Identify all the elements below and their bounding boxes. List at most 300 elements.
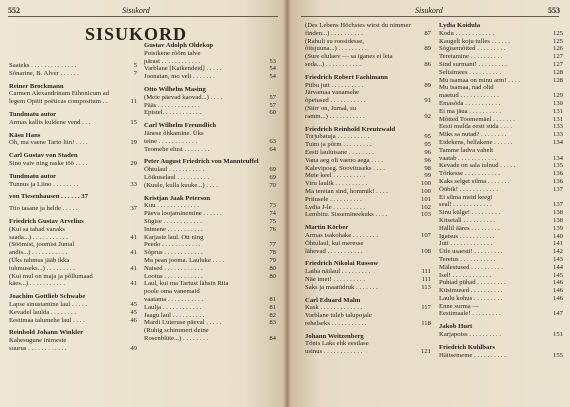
entry-title: Jänese õhkamine. Üks [144, 129, 204, 137]
entry-page-number: 33 [130, 180, 137, 188]
left-column-1 [9, 62, 137, 353]
author-heading: Gustav Adolph Oldekop [144, 42, 214, 49]
entry-page-number: 19 [130, 139, 137, 147]
entry-page-number: 69 [269, 173, 276, 181]
entry-page-number: 96 [424, 148, 431, 156]
entry-title: finden...) . . . . . . . . . . [305, 29, 363, 37]
entry-page-number: 125 [552, 29, 563, 37]
toc-entry [144, 249, 276, 257]
entry-title: Ei silma meid keegi [439, 193, 493, 201]
toc-entry [144, 273, 276, 281]
entry-page-number: 118 [421, 319, 431, 327]
entry-page-number: 125 [552, 37, 563, 45]
author-heading: Friedrich Reinhold Kreutzwald [305, 125, 396, 133]
toc-entry [439, 178, 563, 186]
entry-page-number: 138 [552, 216, 563, 224]
entry-title: Eidekens, hellakene . . . . . . [439, 138, 513, 146]
toc-entry [439, 116, 563, 124]
entry-page-number [134, 257, 137, 265]
entry-title: Karjaste laul. Ott ning [144, 233, 204, 241]
entry-title: Varblane tuleb talupojale [305, 312, 372, 320]
entry-title: Ma pean jooma. Lauluke . . . . [144, 256, 225, 264]
entry-page-number: 155 [552, 351, 563, 359]
entry-title: (Rahuli su roosidesse, [305, 37, 364, 45]
entry-page-number: 143 [552, 255, 563, 263]
author-heading: Lydia Koidula [439, 22, 481, 29]
entry-page-number: 41 [130, 249, 137, 257]
entry-page-number: 91 [424, 97, 431, 105]
toc-entry [144, 73, 276, 81]
toc-entry [144, 304, 276, 312]
entry-page-number: 80 [269, 272, 276, 280]
entry-page-number [428, 340, 431, 348]
toc-entry [305, 211, 431, 219]
entry-page-number: 100 [420, 187, 431, 195]
entry-title: Miks sa nutad? . . . . . . . . [439, 131, 507, 139]
entry-page-number: 139 [552, 224, 563, 232]
toc-entry [9, 234, 137, 242]
book-gutter-shadow [283, 0, 291, 407]
toc-entry [144, 58, 276, 66]
toc-entry [305, 157, 431, 165]
toc-entry [9, 280, 137, 288]
entry-page-number: 128 [552, 76, 563, 84]
left-page-number: 552 [8, 6, 20, 15]
toc-entry [439, 331, 563, 339]
toc-entry [144, 335, 276, 343]
entry-title: õitsjuuna...) . . . . . . . . . [305, 45, 367, 53]
entry-title: Sind surmani! . . . . . . . . . [439, 60, 507, 68]
toc-entry [305, 38, 431, 46]
entry-page-number [134, 90, 137, 98]
entry-title: Puhtad pühad . . . . . . . . . [439, 279, 506, 287]
entry-page-number [134, 241, 137, 249]
toc-entry [439, 100, 563, 108]
toc-entry [305, 82, 431, 90]
entry-page-number: 54 [269, 65, 276, 73]
toc-entry [439, 194, 563, 202]
entry-page-number: 101 [420, 195, 431, 203]
entry-page-number: 87 [424, 29, 431, 37]
toc-entry [144, 182, 276, 190]
author-heading: Tundmatu autor [9, 172, 57, 180]
entry-title: (Söömist, joomist Jumal [9, 241, 75, 249]
entry-page-number: 7 [133, 69, 137, 77]
entry-page-number: 127 [552, 60, 563, 68]
entry-title: Laulu kohus . . . . . . . . . [439, 294, 503, 302]
entry-page-number: 45 [130, 308, 137, 316]
entry-page-number: 111 [421, 275, 431, 283]
entry-title: usinus . . . . . . . . . . . . [305, 348, 363, 356]
entry-page-number: 49 [130, 344, 137, 352]
entry-title: (Siirr on, Jumal, su [305, 104, 357, 112]
entry-page-number: 145 [552, 271, 563, 279]
toc-entry [9, 249, 137, 257]
entry-title: Päeva loojaminemine . . . . . . [144, 210, 222, 218]
entry-page-number: 46 [130, 316, 137, 324]
author-heading: Friedrich Gustav Arvelius [9, 217, 84, 225]
toc-entry [144, 312, 276, 320]
toc-entry [305, 348, 431, 356]
entry-page-number: 69 [269, 166, 276, 174]
entry-page-number [273, 130, 276, 138]
entry-page-number: 136 [552, 177, 563, 185]
entry-title: Lapse sinustamine laul . . . . . [9, 300, 88, 308]
entry-title: Viru laulik . . . . . . . . . . [305, 180, 368, 188]
entry-title: saada...) . . . . . . . . . . . [9, 233, 68, 241]
entry-page-number: 98 [424, 164, 431, 172]
entry-title: andis...) . . . . . . . . . . . [9, 249, 68, 257]
entry-title: Sino vaiv ning raske töö . . . . [9, 159, 88, 167]
author-heading: Carl Eduard Malm [305, 296, 361, 304]
right-running-head: Sisukord [415, 6, 443, 15]
toc-entry [305, 340, 431, 348]
entry-title: Lootus . . . . . . . . . . . . [144, 272, 203, 280]
entry-title: Ei ma jäua . . . . . . . . . . [439, 107, 502, 115]
entry-page-number [428, 53, 431, 61]
toc-entry [9, 257, 137, 265]
entry-title: Saks ja maatüdruk . . . . . . . [305, 283, 378, 291]
entry-title: Joonatan, mo veli . . . . . . . [144, 73, 215, 81]
entry-title: Sõgisemõtted . . . . . . . . . [439, 45, 506, 53]
entry-title: poole oma vanemaid [144, 288, 200, 296]
entry-page-number: 131 [552, 115, 563, 123]
right-page [287, 0, 570, 407]
entry-page-number: 80 [269, 264, 276, 272]
author-heading: Friedrich Robert Faehlmann [305, 73, 388, 81]
entry-title: Jaagu laul . . . . . . . . . . [144, 311, 205, 319]
entry-title: Epistel. . . . . . . . . . . . [144, 109, 202, 117]
entry-page-number [428, 89, 431, 97]
entry-title: Tuim ja põrm . . . . . . . . . [305, 141, 372, 149]
toc-entry [9, 62, 137, 70]
entry-page-number: 142 [552, 248, 563, 256]
entry-page-number: 131 [552, 107, 563, 115]
entry-title: Kalevipoeg. Soovituseks . . . . [305, 164, 385, 172]
entry-title: legem Opitii poëticas compositum . . [9, 98, 108, 106]
entry-page-number: 64 [269, 145, 276, 153]
entry-title: Emasõda . . . . . . . . . . . [439, 99, 501, 107]
right-page-number: 553 [548, 6, 560, 15]
toc-entry [9, 205, 137, 213]
entry-title: Eesti lauluisane . . . . . . . . [305, 148, 374, 156]
entry-page-number: 133 [552, 131, 563, 139]
toc-entry [305, 133, 431, 141]
toc-entry [144, 234, 276, 242]
entry-title: Laulja . . . . . . . . . . . . [144, 303, 202, 311]
toc-entry [305, 204, 431, 212]
toc-entry [305, 320, 431, 328]
toc-entry [439, 264, 563, 272]
author-heading: Carl Gustav von Staden [9, 152, 78, 160]
entry-title: Pääs . . . . . . . . . . . . . [144, 101, 200, 109]
entry-title: Varblane [Kaikendeid] . . . . . [144, 65, 222, 73]
entry-title: maetud . . . . . . . . . . . . [439, 92, 499, 100]
entry-title: Järvamaa vanamehe [305, 89, 360, 97]
entry-title: Õhtulaul . . . . . . . . . . . [144, 166, 205, 174]
entry-title: Mardi Luteruse päeval . . . . . [144, 319, 222, 327]
entry-title: Õhtulaul, kui meresse [305, 239, 364, 247]
entry-page-number: 134 [552, 154, 563, 162]
toc-entry [144, 102, 276, 110]
toc-entry [144, 226, 276, 234]
toc-entry [439, 240, 563, 248]
page-title: SISUKORD [85, 24, 188, 44]
toc-entry [439, 123, 563, 131]
entry-title: Piibu jutt . . . . . . . . . . [305, 81, 364, 89]
entry-title: Lydia J-le . . . . . . . . . . [305, 203, 365, 211]
entry-page-number: 103 [420, 211, 431, 219]
author-heading: Johann Weitzenberg [305, 332, 364, 340]
toc-entry [439, 201, 563, 209]
entry-title: Vana aeg oli vaeno aega . . . . [305, 156, 383, 164]
left-running-head: Sisukord [122, 6, 150, 15]
entry-page-number [273, 280, 276, 288]
right-header-rule [301, 16, 559, 17]
entry-page-number: 86 [424, 60, 431, 68]
entry-page-number: 108 [420, 247, 431, 255]
toc-entry [439, 92, 563, 100]
entry-title: Peedo . . . . . . . . . . . . [144, 241, 201, 249]
toc-entry [9, 139, 137, 147]
toc-entry [439, 108, 563, 116]
entry-page-number: 11 [130, 98, 137, 106]
entry-title: Häitsememe . . . . . . . . . . [439, 351, 506, 359]
entry-page-number: 70 [269, 181, 276, 189]
entry-page-number: 89 [424, 45, 431, 53]
toc-entry [439, 303, 563, 311]
entry-page-number: 138 [552, 209, 563, 217]
entry-page-number [134, 273, 137, 281]
toc-entry [305, 149, 431, 157]
toc-entry [439, 147, 563, 155]
author-heading: Carl Wilhelm Freundlich [144, 122, 217, 130]
toc-entry [9, 309, 137, 317]
entry-page-number [428, 22, 431, 30]
entry-title: Armas isakohake . . . . . . . . [305, 231, 378, 239]
entry-title: Seltsimees . . . . . . . . . . [439, 68, 502, 76]
toc-entry [439, 84, 563, 92]
entry-title: Priiusele . . . . . . . . . . [305, 195, 362, 203]
entry-page-number: 76 [269, 225, 276, 233]
entry-title: Mu isamaa on minu arm! . . . . [439, 76, 520, 84]
toc-entry [305, 196, 431, 204]
toc-entry [439, 170, 563, 178]
entry-page-number: 102 [420, 203, 431, 211]
entry-page-number: 41 [130, 280, 137, 288]
entry-title: seda...) . . . . . . . . . . . [305, 60, 361, 68]
toc-entry [305, 30, 431, 38]
toc-entry [439, 310, 563, 318]
toc-entry [439, 53, 563, 61]
entry-page-number: 45 [130, 300, 137, 308]
entry-title: Kaugelt koju tulles . . . . . . [439, 37, 510, 45]
entry-title: Küsimused . . . . . . . . . . [439, 287, 503, 295]
author-heading: Otto Wilhelm Masing [144, 85, 206, 93]
entry-page-number: 128 [552, 68, 563, 76]
entry-page-number: 57 [269, 101, 276, 109]
toc-entry [144, 296, 276, 304]
toc-entry [305, 284, 431, 292]
author-heading: Tundmatu autor [9, 110, 57, 118]
toc-entry [305, 276, 431, 284]
toc-entry [144, 146, 276, 154]
entry-page-number: 54 [269, 73, 276, 81]
entry-title: Eestimaale! . . . . . . . . . [439, 310, 501, 318]
toc-entry [144, 210, 276, 218]
entry-page-number: 137 [552, 185, 563, 193]
toc-entry [144, 109, 276, 117]
entry-page-number: 95 [424, 133, 431, 141]
entry-title: Armas kallis kuldene vend . . . [9, 118, 91, 126]
entry-title: Kevade on sala tulnud . . . . . [439, 162, 516, 170]
entry-page-number: 53 [269, 57, 276, 65]
entry-page-number [428, 240, 431, 248]
toc-entry [9, 301, 137, 309]
toc-entry [439, 162, 563, 170]
entry-title: õpetused . . . . . . . . . . . [305, 97, 366, 105]
entry-title: Kevadel laulda . . . . . . . . [9, 308, 77, 316]
entry-page-number: 147 [552, 310, 563, 318]
entry-title: Sügise . . . . . . . . . . . . [144, 217, 202, 225]
entry-title: Tamme ladva vahelt [439, 146, 494, 154]
toc-entry [144, 138, 276, 146]
toc-entry [439, 131, 563, 139]
entry-title: Igatsus . . . . . . . . . . . [439, 232, 495, 240]
entry-page-number [560, 84, 563, 92]
toc-entry [305, 312, 431, 320]
entry-title: käes...) . . . . . . . . . . . [9, 280, 65, 288]
entry-title: Sinu külge! . . . . . . . . . [439, 209, 501, 217]
author-heading: Reiner Brockmann [9, 82, 64, 90]
entry-title: Mälestused . . . . . . . . . . [439, 263, 503, 271]
toc-entry [439, 295, 563, 303]
toc-entry [144, 327, 276, 335]
entry-page-number: 129 [552, 92, 563, 100]
entry-title: Tõnis Laks ehk eestlase [305, 340, 369, 348]
entry-title: suurus . . . . . . . . . . . . [9, 344, 67, 352]
entry-page-number: 81 [269, 295, 276, 303]
entry-page-number: 99 [424, 172, 431, 180]
entry-title: Ütle usaesti! . . . . . . . . . [439, 248, 503, 256]
toc-entry [305, 22, 431, 30]
entry-page-number: 127 [552, 53, 563, 61]
toc-entry [305, 240, 431, 248]
entry-page-number: 111 [421, 268, 431, 276]
entry-page-number: 15 [130, 118, 137, 126]
entry-title: Eestimaa talumehe laul . . . . [9, 316, 85, 324]
entry-page-number: 57 [269, 93, 276, 101]
toc-entry [305, 172, 431, 180]
entry-title: Teretamine . . . . . . . . . . [439, 53, 503, 61]
entry-page-number: 78 [269, 249, 276, 257]
entry-title: Näe imet! . . . . . . . . . . [305, 275, 365, 283]
entry-title: (Sure elulaev — sa iganes ei leia [305, 53, 393, 61]
entry-page-number [560, 147, 563, 155]
author-heading: Martin Körber [305, 224, 349, 232]
entry-page-number: 107 [420, 231, 431, 239]
toc-entry [144, 130, 276, 138]
entry-title: vaatab . . . . . . . . . . . . [439, 154, 497, 162]
entry-title: Oh, ma vaene Tarto liin! . . . . [9, 139, 88, 147]
entry-page-number [560, 194, 563, 202]
toc-entry [439, 217, 563, 225]
toc-entry [439, 61, 563, 69]
toc-entry [439, 186, 563, 194]
entry-page-number: 146 [552, 287, 563, 295]
entry-page-number: 37 [130, 205, 137, 213]
toc-entry [9, 337, 137, 345]
entry-page-number: 144 [552, 263, 563, 271]
toc-entry [144, 94, 276, 102]
entry-page-number: 75 [269, 217, 276, 225]
entry-page-number: 113 [421, 283, 431, 291]
entry-title: Enne surma — [439, 302, 480, 310]
entry-title: teine . . . . . . . . . . . . [144, 137, 198, 145]
toc-entry [144, 166, 276, 174]
entry-title: (Üks tuhmus jääb ikka [9, 256, 70, 264]
entry-page-number: 82 [269, 311, 276, 319]
author-heading: Friedrich Nikolai Russow [305, 260, 379, 268]
toc-entry [305, 232, 431, 240]
entry-page-number: 135 [552, 162, 563, 170]
entry-title: Mõtted Toomemäel . . . . . . . [439, 115, 515, 123]
entry-page-number: 133 [552, 123, 563, 131]
toc-entry [305, 113, 431, 121]
entry-page-number: 84 [269, 334, 276, 342]
entry-title: Jutt . . . . . . . . . . . . . [439, 240, 493, 248]
entry-page-number: 81 [269, 303, 276, 311]
entry-page-number: 100 [420, 180, 431, 188]
author-heading: Friedrich Kuhlbars [439, 343, 495, 351]
toc-entry [9, 241, 137, 249]
toc-entry [305, 268, 431, 276]
entry-page-number: 117 [421, 304, 431, 312]
entry-page-number: 29 [130, 159, 137, 167]
author-heading: Kristjan Jaak Peterson [144, 194, 211, 202]
entry-page-number: 146 [552, 279, 563, 287]
entry-title: seal! . . . . . . . . . . . . [439, 201, 492, 209]
entry-title: (Ruhig schimmert deine [144, 327, 209, 335]
toc-entry [9, 160, 137, 168]
entry-page-number: 130 [552, 99, 563, 107]
toc-entry [439, 69, 563, 77]
entry-page-number: 74 [269, 210, 276, 218]
entry-page-number [273, 288, 276, 296]
toc-entry [144, 319, 276, 327]
entry-title: Kask . . . . . . . . . . . . . [305, 304, 363, 312]
toc-entry [144, 280, 276, 288]
toc-entry [439, 256, 563, 264]
entry-title: Tunnus ja Liino . . . . . . . . [9, 180, 79, 188]
entry-title: Ma teretan sind, hommik! . . . . [305, 187, 388, 195]
entry-title: Inimene . . . . . . . . . . . [144, 225, 203, 233]
toc-entry [144, 257, 276, 265]
entry-title: Tiio tasane ja helde . . . . . [9, 205, 78, 213]
entry-page-number: 92 [424, 112, 431, 120]
entry-page-number: 126 [552, 45, 563, 53]
toc-entry [439, 233, 563, 241]
entry-title: Poisikene rõõm talve [144, 49, 201, 57]
toc-entry [9, 226, 137, 234]
right-column-1 [305, 22, 431, 356]
entry-title: Teomehe elust . . . . . . . . [144, 145, 210, 153]
author-heading: Peter August Friedrich von Mannteuffel [144, 158, 259, 166]
entry-title: Mu isamaa, nad olid [439, 84, 494, 92]
toc-entry [144, 50, 276, 58]
entry-title: Kitsetall . . . . . . . . . . [439, 216, 496, 224]
entry-page-number: 95 [424, 141, 431, 149]
